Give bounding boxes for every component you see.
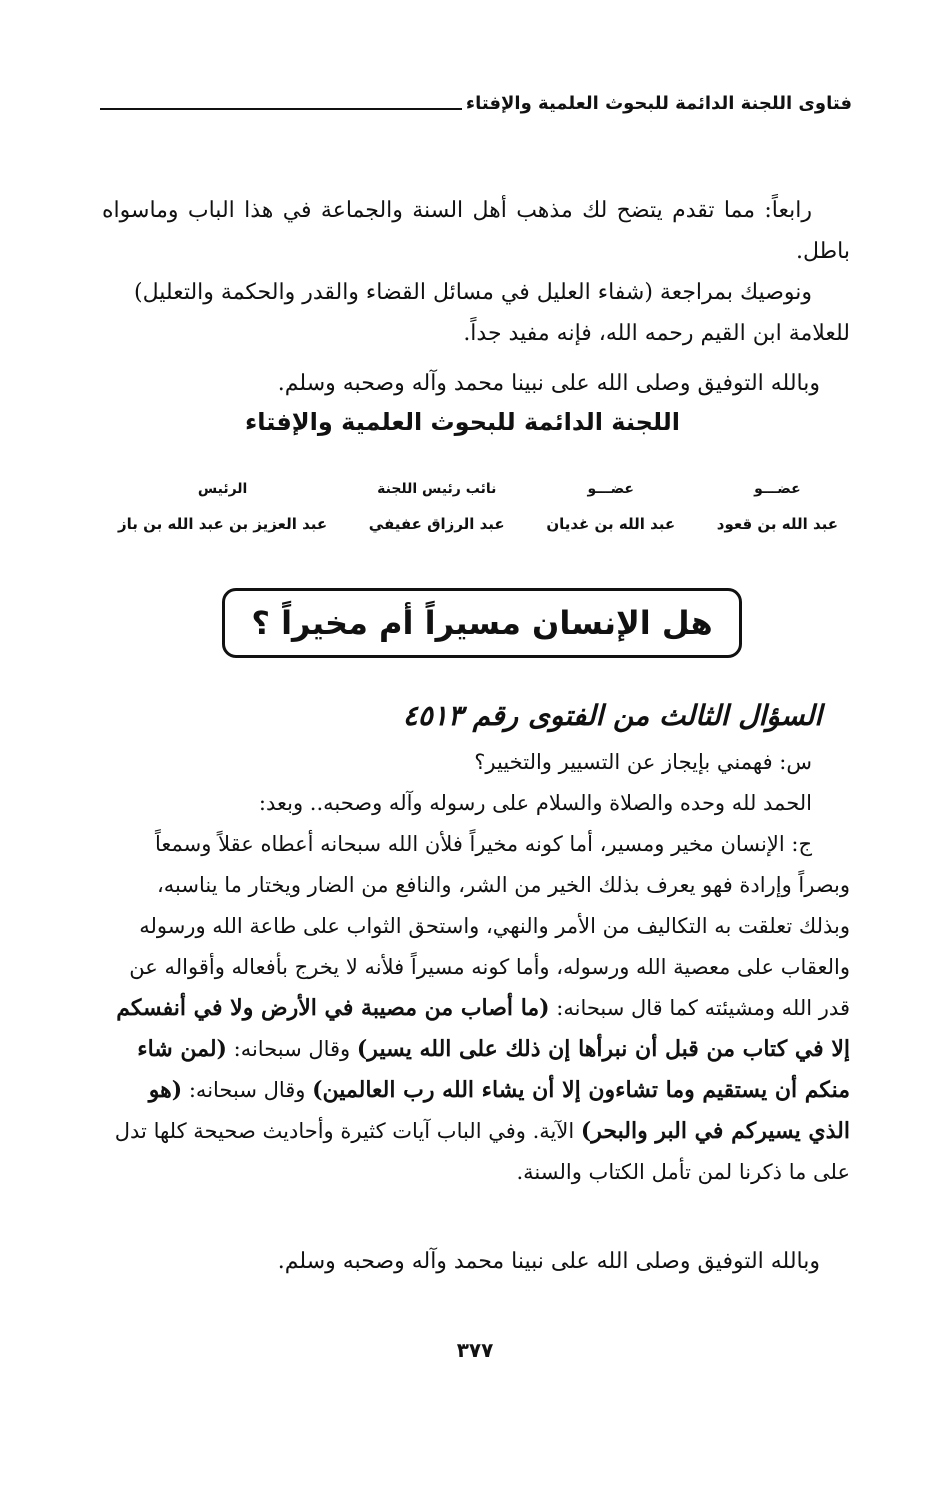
answer-part-3: وقال سبحانه: xyxy=(188,1078,306,1102)
signature-role: نائب رئيس اللجنة xyxy=(377,481,497,497)
answer-part-4: الآية. وفي الباب آيات كثيرة وأحاديث صحيحة كلها تدل على ما ذكرنا لمن تأمل الكتاب والسنة. xyxy=(114,1119,850,1184)
running-header xyxy=(100,82,852,116)
intro-section xyxy=(102,190,850,354)
answer-text xyxy=(102,824,850,1193)
signature-block xyxy=(118,478,838,538)
signature-role: عضـــو xyxy=(754,481,801,497)
section-heading-box xyxy=(222,588,742,658)
answer-part-1: ج: الإنسان مخير ومسير، أما كونه مخيراً فلأن الله سبحانه أعطاه عقلاً وسمعاً وبصراً وإرادة فهو يعرف بذلك الخير من الشر، والنافع من الضار ويختار ما يناسبه، وبذلك تعلقت به التكاليف من الأمر والنهي، واستحق الثواب على طاعة الله ورسوله والعقاب على معصية الله ورسوله، وأما كونه مسيراً فلأنه لا يخرج بأفعاله وأقواله عن قدر الله ومشيئته كما قال سبحانه: xyxy=(129,832,850,1020)
closing-formula-1: وبالله التوفيق وصلى الله على نبينا محمد وآله وصحبه وسلم. xyxy=(277,371,820,396)
signature-name: عبد العزيز بن عبد الله بن باز xyxy=(118,515,328,533)
quran-verse-2: (لمن شاء منكم أن يستقيم وما تشاءون إلا أن يشاء الله رب العالمين) xyxy=(137,1036,850,1103)
signature-deputy-chair xyxy=(369,478,505,538)
intro-paragraph-2: ونوصيك بمراجعة (شفاء العليل في مسائل القضاء والقدر والحكمة والتعليل) للعلامة ابن القيم رحمه الله، فإنه مفيد جداً. xyxy=(134,280,850,346)
answer-part-2: وقال سبحانه: xyxy=(233,1037,351,1061)
question-text: س: فهمني بإيجاز عن التسيير والتخيير؟ xyxy=(474,750,812,774)
signature-role: الرئيس xyxy=(197,481,248,497)
closing-formula-2: وبالله التوفيق وصلى الله على نبينا محمد وآله وصحبه وسلم. xyxy=(277,1249,820,1274)
quran-verse-1: (ما أصاب من مصيبة في الأرض ولا في أنفسكم إلا في كتاب من قبل أن نبرأها إن ذلك على الله يسير) xyxy=(116,995,850,1062)
question-answer-section xyxy=(102,742,850,1193)
page-number: ٣٧٧ xyxy=(456,1338,494,1362)
header-rule xyxy=(100,108,462,110)
section-heading: هل الإنسان مسيراً أم مخيراً ؟ xyxy=(251,604,713,642)
fatwa-title: السؤال الثالث من الفتوى رقم ٤٥١٣ xyxy=(402,699,822,732)
quran-verse-3: (هو الذي يسيركم في البر والبحر) xyxy=(148,1077,850,1144)
running-header-title: فتاوى اللجنة الدائمة للبحوث العلمية والإفتاء xyxy=(465,93,852,114)
intro-paragraph-1: رابعاً: مما تقدم يتضح لك مذهب أهل السنة والجماعة في هذا الباب وماسواه باطل. xyxy=(102,198,850,264)
signature-member-2 xyxy=(546,478,675,538)
praise-text: الحمد لله وحده والصلاة والسلام على رسوله وآله وصحبه.. وبعد: xyxy=(258,791,812,815)
committee-name: اللجنة الدائمة للبحوث العلمية والإفتاء xyxy=(245,408,680,436)
signature-name: عبد الرزاق عفيفي xyxy=(368,515,505,533)
signature-name: عبد الله بن قعود xyxy=(716,515,838,533)
signature-name: عبد الله بن غديان xyxy=(546,515,676,533)
signature-role: عضـــو xyxy=(587,481,634,497)
signature-chair xyxy=(118,478,327,538)
signature-member-1 xyxy=(717,478,838,538)
